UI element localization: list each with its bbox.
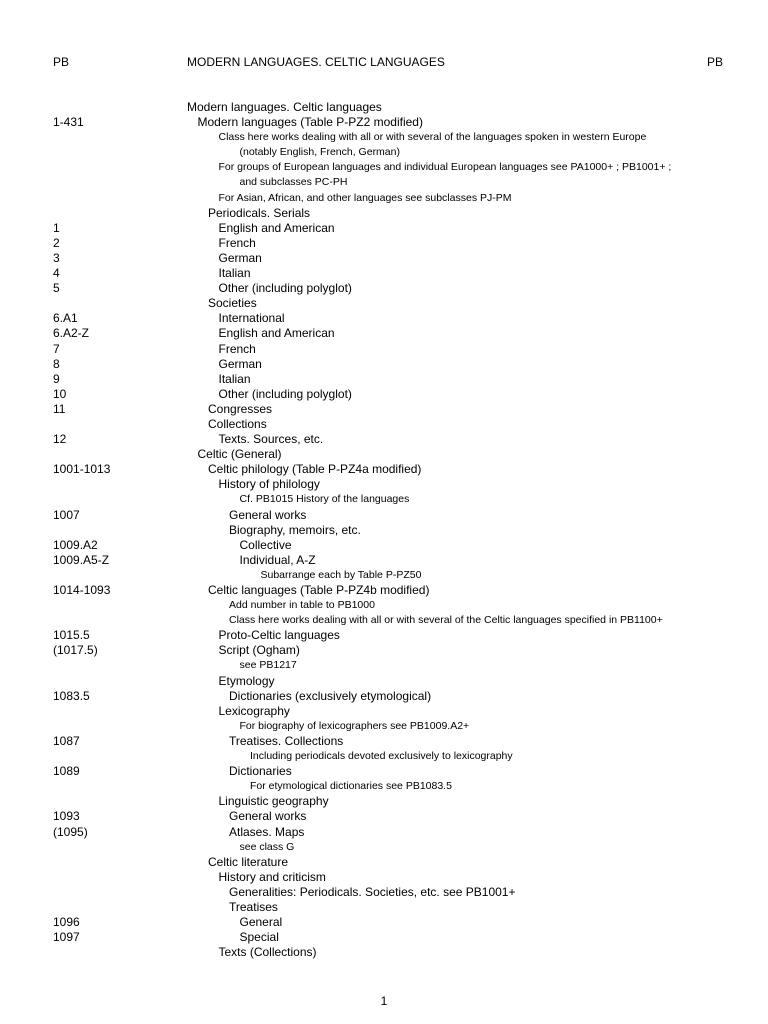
caption-text: Periodicals. Serials xyxy=(208,205,311,220)
note-text: Add number in table to PB1000 xyxy=(229,599,375,612)
class-number: 7 xyxy=(53,341,60,356)
caption-text: French xyxy=(218,341,256,356)
caption-text: Etymology xyxy=(218,673,275,688)
note-text: Class here works dealing with all or with several of the Celtic languages specified in PB1100+ xyxy=(229,614,663,627)
note-text: Class here works dealing with all or with several of the languages spoken in western Europe xyxy=(218,131,647,144)
caption-text: General works xyxy=(229,507,307,522)
caption-text: Linguistic geography xyxy=(218,794,329,809)
caption-text: English and American xyxy=(218,326,335,341)
class-number: 1 xyxy=(53,220,60,235)
schedule-row xyxy=(0,492,768,507)
caption-text: Celtic philology (Table P-PZ4a modified) xyxy=(208,462,422,477)
caption-text: International xyxy=(218,311,285,326)
schedule-row xyxy=(0,417,768,432)
schedule-row xyxy=(0,945,768,960)
schedule-row xyxy=(0,175,768,190)
caption-text: Texts (Collections) xyxy=(218,945,317,960)
schedule-row xyxy=(0,462,768,477)
schedule-row xyxy=(0,915,768,930)
schedule-row xyxy=(0,734,768,749)
class-number: 5 xyxy=(53,281,60,296)
schedule-row xyxy=(0,447,768,462)
caption-text: Individual, A-Z xyxy=(239,552,316,567)
caption-text: Modern languages (Table P-PZ2 modified) xyxy=(197,115,423,130)
schedule-row xyxy=(0,508,768,523)
schedule-row xyxy=(0,130,768,145)
schedule-row xyxy=(0,658,768,673)
schedule-row xyxy=(0,357,768,372)
note-text: and subclasses PC-PH xyxy=(239,176,348,189)
schedule-row xyxy=(0,266,768,281)
caption-text: Biography, memoirs, etc. xyxy=(229,522,361,537)
class-number: 11 xyxy=(53,401,66,416)
caption-text: Societies xyxy=(208,296,257,311)
schedule-row xyxy=(0,206,768,221)
schedule-row xyxy=(0,553,768,568)
class-number: 6.A2-Z xyxy=(53,326,90,341)
note-text: For biography of lexicographers see PB1009.A2+ xyxy=(239,719,470,732)
schedule-row xyxy=(0,840,768,855)
note-text: see PB1217 xyxy=(239,659,297,672)
class-number: 2 xyxy=(53,235,60,250)
schedule-row xyxy=(0,538,768,553)
header-class-right: PB xyxy=(706,55,723,69)
caption-text: Atlases. Maps xyxy=(229,824,305,839)
schedule-row xyxy=(0,115,768,130)
class-number: 1093 xyxy=(53,809,80,824)
caption-text: History and criticism xyxy=(218,869,326,884)
caption-text: German xyxy=(218,250,262,265)
note-text: Including periodicals devoted exclusively to lexicography xyxy=(250,750,513,763)
schedule-row xyxy=(0,643,768,658)
page-number: 1 xyxy=(380,994,388,1008)
schedule-row xyxy=(0,523,768,538)
note-text: Subarrange each by Table P-PZ50 xyxy=(260,568,422,581)
caption-text: Texts. Sources, etc. xyxy=(218,432,324,447)
caption-text: Lexicography xyxy=(218,703,290,718)
schedule-row xyxy=(0,885,768,900)
caption-text: Celtic literature xyxy=(208,854,289,869)
schedule-row xyxy=(0,296,768,311)
caption-text: Generalities: Periodicals. Societies, etc. see PB1001+ xyxy=(229,884,516,899)
note-text: see class G xyxy=(239,840,295,853)
class-number: 1009.A2 xyxy=(53,537,98,552)
class-number: 1007 xyxy=(53,507,80,522)
schedule-row xyxy=(0,221,768,236)
note-text: For etymological dictionaries see PB1083.5 xyxy=(250,780,452,793)
caption-text: Collective xyxy=(239,537,292,552)
note-text: For groups of European languages and individual European languages see PA1000+ ; PB1001+ ; xyxy=(218,161,672,174)
caption-text: Treatises xyxy=(229,899,278,914)
schedule-row xyxy=(0,160,768,175)
caption-text: Modern languages. Celtic languages xyxy=(187,100,382,114)
schedule-row xyxy=(0,477,768,492)
class-number: 10 xyxy=(53,386,67,401)
class-number: 1001-1013 xyxy=(53,462,111,477)
schedule-row xyxy=(0,387,768,402)
schedule-row xyxy=(0,100,768,115)
class-number: 8 xyxy=(53,356,60,371)
page-header xyxy=(0,55,768,71)
class-number: 1089 xyxy=(53,764,80,779)
caption-text: French xyxy=(218,235,256,250)
class-number: 1009.A5-Z xyxy=(53,552,110,567)
note-text: (notably English, French, German) xyxy=(239,146,400,159)
schedule-row xyxy=(0,372,768,387)
schedule-row xyxy=(0,432,768,447)
class-number: (1017.5) xyxy=(53,643,98,658)
caption-text: Italian xyxy=(218,266,251,281)
class-number: 6.A1 xyxy=(53,311,78,326)
caption-text: Celtic (General) xyxy=(197,447,282,462)
schedule-row xyxy=(0,402,768,417)
caption-text: History of philology xyxy=(218,477,320,492)
class-number: 9 xyxy=(53,371,60,386)
schedule-row xyxy=(0,689,768,704)
schedule-row xyxy=(0,855,768,870)
schedule-row xyxy=(0,809,768,824)
schedule-row xyxy=(0,613,768,628)
caption-text: Special xyxy=(239,930,279,945)
caption-text: Proto-Celtic languages xyxy=(218,628,340,643)
caption-text: English and American xyxy=(218,220,335,235)
schedule-row xyxy=(0,794,768,809)
schedule-row xyxy=(0,779,768,794)
schedule-row xyxy=(0,764,768,779)
note-text: Cf. PB1015 History of the languages xyxy=(239,493,410,506)
schedule-row xyxy=(0,583,768,598)
class-number: 1097 xyxy=(53,930,80,945)
schedule-row xyxy=(0,930,768,945)
caption-text: Congresses xyxy=(208,401,273,416)
schedule-row xyxy=(0,704,768,719)
class-number: 1014-1093 xyxy=(53,583,111,597)
schedule-row xyxy=(0,825,768,840)
schedule-row xyxy=(0,251,768,266)
schedule-row xyxy=(0,145,768,160)
schedule-row xyxy=(0,598,768,613)
schedule-row xyxy=(0,628,768,643)
schedule-list xyxy=(0,100,768,960)
schedule-row xyxy=(0,674,768,689)
class-number: 1087 xyxy=(53,733,80,748)
caption-text: General works xyxy=(229,809,307,824)
header-title: MODERN LANGUAGES. CELTIC LANGUAGES xyxy=(187,55,445,69)
class-number: 1-431 xyxy=(53,115,84,130)
class-number: 4 xyxy=(53,266,60,281)
caption-text: Dictionaries xyxy=(229,764,292,779)
schedule-row xyxy=(0,719,768,734)
class-number: 1096 xyxy=(53,915,80,930)
schedule-row xyxy=(0,342,768,357)
caption-text: Script (Ogham) xyxy=(218,643,300,658)
caption-text: Treatises. Collections xyxy=(229,733,344,748)
schedule-row xyxy=(0,191,768,206)
caption-text: Collections xyxy=(208,416,267,431)
class-number: 1015.5 xyxy=(53,628,90,643)
caption-text: General xyxy=(239,915,283,930)
note-text: For Asian, African, and other languages see subclasses PJ-PM xyxy=(218,191,512,204)
caption-text: Other (including polyglot) xyxy=(218,386,352,401)
caption-text: German xyxy=(218,356,262,371)
class-number: (1095) xyxy=(53,824,88,839)
caption-text: Dictionaries (exclusively etymological) xyxy=(229,688,432,703)
schedule-row xyxy=(0,311,768,326)
caption-text: Other (including polyglot) xyxy=(218,281,352,296)
schedule-row xyxy=(0,281,768,296)
class-number: 12 xyxy=(53,432,67,447)
schedule-row xyxy=(0,870,768,885)
class-number: 1083.5 xyxy=(53,688,90,703)
schedule-row xyxy=(0,326,768,341)
schedule-row xyxy=(0,236,768,251)
schedule-row xyxy=(0,900,768,915)
caption-text: Celtic languages (Table P-PZ4b modified) xyxy=(208,583,430,597)
header-class-left: PB xyxy=(53,55,70,69)
schedule-row xyxy=(0,749,768,764)
caption-text: Italian xyxy=(218,371,251,386)
class-number: 3 xyxy=(53,250,60,265)
schedule-row xyxy=(0,568,768,583)
